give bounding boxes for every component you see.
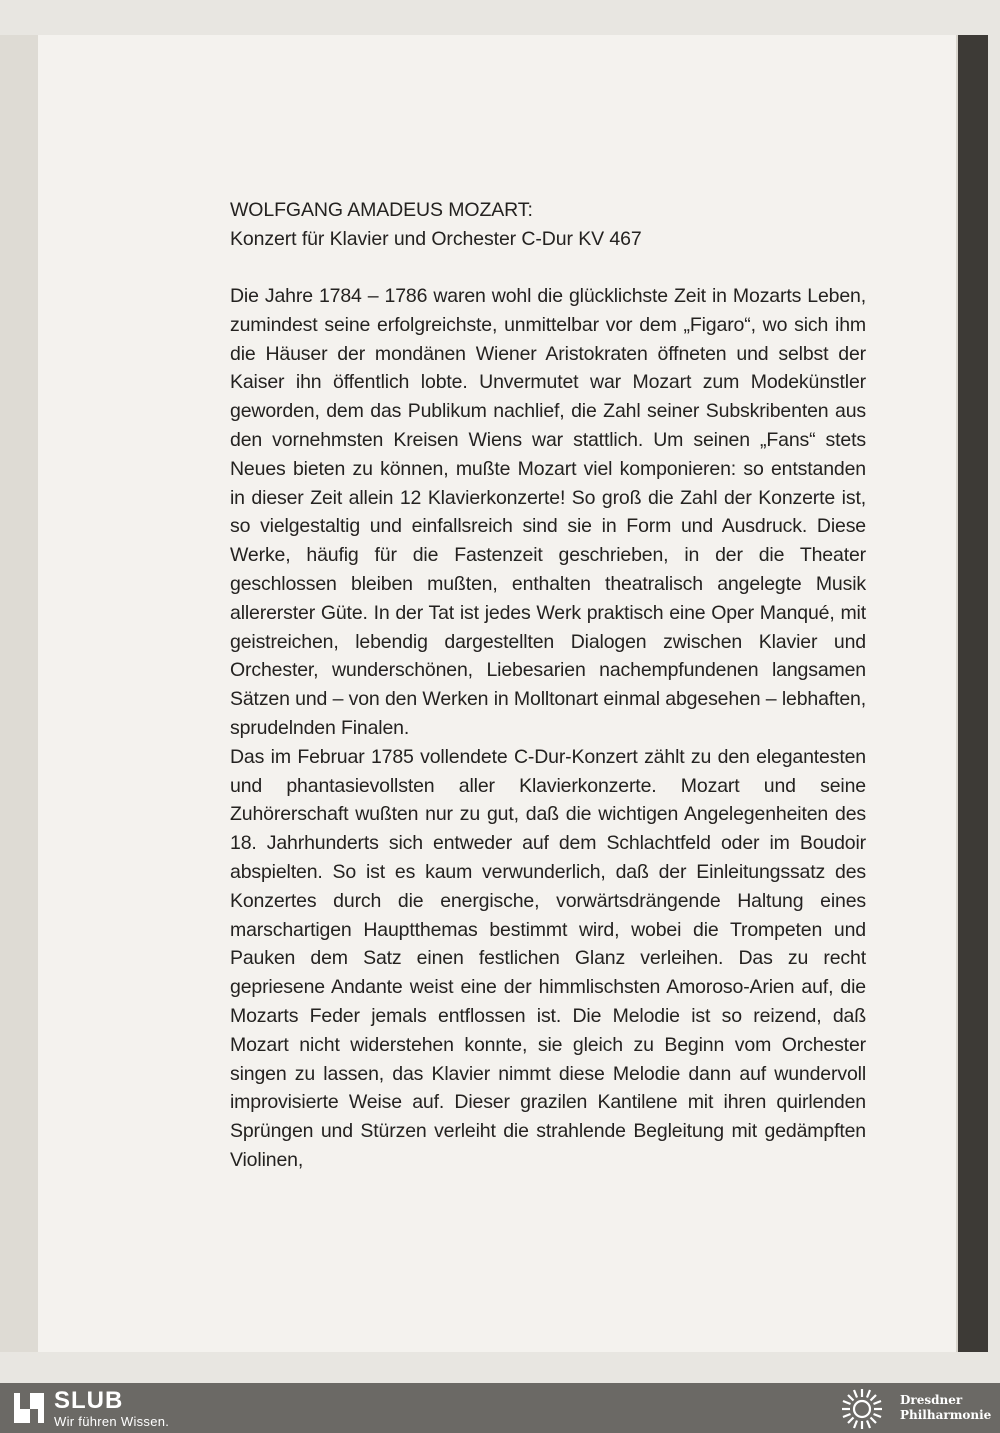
library-name: SLUB xyxy=(54,1387,124,1414)
footer-bar xyxy=(0,1383,1000,1433)
composer-heading: WOLFGANG AMADEUS MOZART: xyxy=(230,199,533,221)
previous-page-edge xyxy=(0,35,39,1352)
partner-name-line2: Philharmonie xyxy=(900,1408,992,1422)
work-title: Konzert für Klavier und Orchester C-Dur KV 467 xyxy=(230,228,642,250)
paragraph-1: Die Jahre 1784 – 1786 waren wohl die glücklichste Zeit in Mozarts Leben, zumindest seine erfolgreichste, unmittelbar vor dem „Figaro“, wo sich ihm die Häuser der mondänen Wiener Aristokraten öffneten und selbst der Kaiser ihn öffentlich lobte. Unvermutet war Mozart zum Modekünstler geworden, dem das Publikum nachlief, die Zahl seiner Subskribenten aus den vornehmsten Kreisen Wiens war stattlich. Um seinen „Fans“ stets Neues bieten zu können, mußte Mozart viel komponieren: so entstanden in dieser Zeit allein 12 Klavierkonzerte! So groß die Zahl der Konzerte ist, so vielgestaltig und einfallsreich sind sie in Form und Ausdruck. Diese Werke, häufig für die Fastenzeit geschrieben, in der die Theater geschlossen bleiben mußten, enthalten theatralisch angelegte Musik allererster Güte. In der Tat ist jedes Werk praktisch eine Oper Manqué, mit geistreichen, lebendig dargestellten Dialogen zwischen Klavier und Orchester, wunderschönen, Liebesarien nachempfundenen langsamen Sätzen und – von den Werken in Molltonart einmal abgesehen – lebhaften, sprudelnden Finalen. xyxy=(230,285,866,739)
slub-logo-icon xyxy=(12,1389,46,1427)
text-block xyxy=(230,196,866,1175)
page-binding-edge xyxy=(958,35,988,1352)
paragraph-2: Das im Februar 1785 vollendete C-Dur-Konzert zählt zu den elegantesten und phantasievollsten aller Klavierkonzerte. Mozart und seine Zuhörerschaft wußten nur zu gut, daß die wichtigen Angelegenheiten des 18. Jahrhunderts sich entweder auf dem Schlachtfeld oder im Boudoir abspielten. So ist es kaum verwunderlich, daß der Einleitungssatz des Konzertes durch die energische, vorwärtsdrängende Haltung eines marschartigen Hauptthemas bestimmt wird, wobei die Trompeten und Pauken dem Satz einen festlichen Glanz verleihen. Das zu recht gepriesene Andante weist eine der himmlischsten Amoroso-Arien auf, die Mozarts Feder jemals entflossen ist. Die Melodie ist so reizend, daß Mozart nicht widerstehen konnte, sie gleich zu Beginn vom Orchester singen zu lassen, das Klavier nimmt diese Melodie dann auf wundervoll improvisierte Weise auf. Dieser grazilen Kantilene mit ihren quirlenden Sprüngen und Stürzen verleiht die strahlende Begleitung mit gedämpften Violinen, xyxy=(230,745,866,1171)
library-tagline: Wir führen Wissen. xyxy=(54,1414,170,1429)
partner-name-line1: Dresdner xyxy=(900,1393,963,1407)
body-text xyxy=(230,282,866,1175)
philharmonie-logo-icon xyxy=(840,1387,884,1431)
